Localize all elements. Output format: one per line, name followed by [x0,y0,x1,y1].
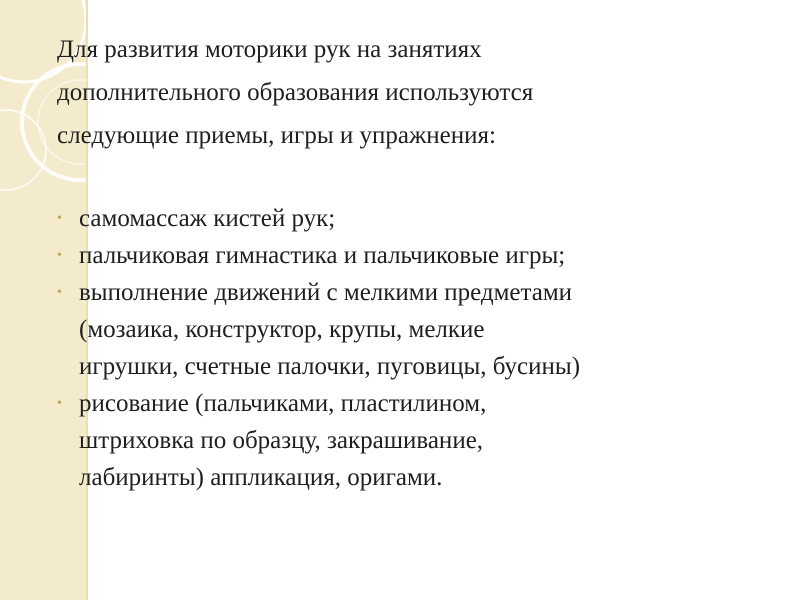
bullet-list [57,200,777,496]
intro-line: Для развития моторики рук на занятиях [57,36,482,63]
bullet-icon: • [57,211,62,226]
list-item-line: самомассаж кистей рук; [79,205,336,232]
intro-line: следующие приемы, игры и упражнения: [57,122,496,149]
bullet-icon: • [57,248,62,263]
intro-text [57,28,757,157]
list-item-line: рисование (пальчиками, пластилином, [79,390,487,417]
list-item-line: игрушки, счетные палочки, пуговицы, бусины) [79,353,581,380]
list-item-line: (мозаика, конструктор, крупы, мелкие [79,316,485,343]
intro-line: дополнительного образования используются [57,79,534,106]
bullet-icon: • [57,396,62,411]
list-item-line: пальчиковая гимнастика и пальчиковые игры; [79,242,566,269]
list-item [57,385,777,496]
list-item-line: лабиринты) аппликация, оригами. [79,464,443,491]
list-item [57,274,777,385]
list-item [57,237,777,274]
list-item-line: выполнение движений с мелкими предметами [79,279,573,306]
list-item-line: штриховка по образцу, закрашивание, [79,427,484,454]
bullet-icon: • [57,285,62,300]
list-item [57,200,777,237]
